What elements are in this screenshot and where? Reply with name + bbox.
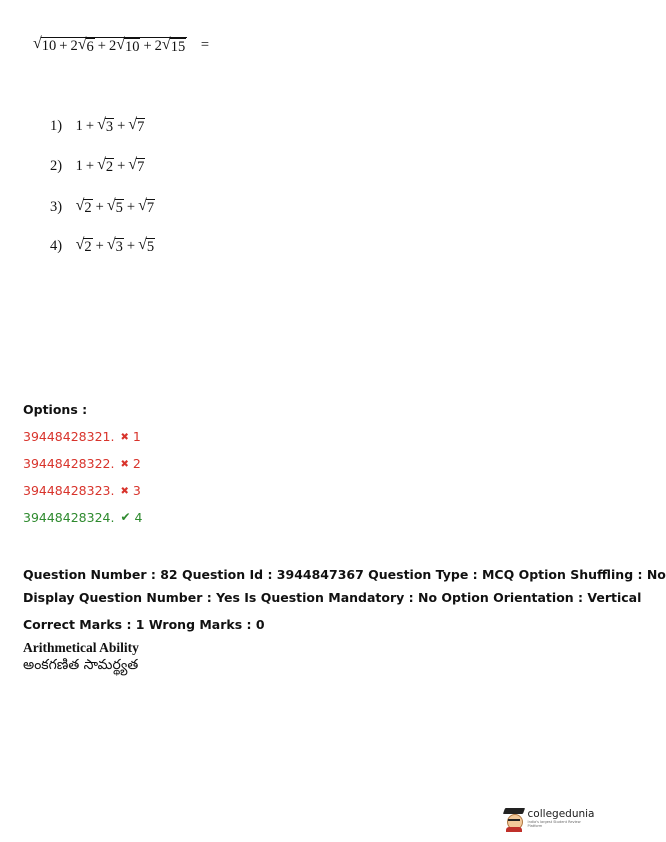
radicand: 2 — [105, 159, 114, 175]
section-title-telugu: అంకగణిత సామర్థ్యత — [23, 657, 139, 673]
option-value: 4 — [134, 510, 143, 525]
coefficient: 2 — [154, 38, 162, 54]
choice-number: 2) — [50, 158, 63, 174]
choice-2: 2) 1 + √ 2 + √ 7 — [50, 156, 145, 175]
question-meta-line-3: Correct Marks : 1 Wrong Marks : 0 — [23, 617, 265, 632]
coefficient: 2 — [70, 38, 78, 54]
choice-number: 3) — [50, 199, 63, 215]
choice-4: 4) √ 2 + √ 3 + √ 5 — [50, 236, 155, 255]
check-icon: ✔ — [120, 510, 131, 524]
option-id: 39448428322. — [23, 456, 115, 471]
radicand: 2 — [84, 200, 92, 216]
question-meta-line-1: Question Number : 82 Question Id : 3944847367 Question Type : MCQ Option Shuffling : No — [23, 567, 666, 582]
option-value: 1 — [132, 429, 141, 444]
radicand: 3 — [105, 119, 114, 135]
option-row — [23, 429, 141, 444]
radicand: 5 — [115, 200, 123, 216]
radicand: 3 — [115, 239, 123, 255]
collegedunia-logo — [503, 806, 595, 832]
radicand: 10 — [124, 39, 140, 55]
question-expression — [33, 37, 209, 56]
radicand: 15 — [170, 39, 186, 55]
options-heading: Options : — [23, 402, 88, 417]
choice-3: 3) √ 2 + √ 5 + √ 7 — [50, 197, 155, 216]
radicand: 7 — [146, 200, 155, 216]
logo-name: collegedunia — [527, 808, 595, 821]
constant: 1 — [75, 118, 83, 134]
outer-radical: √ 10 + 2 √ 6 + 2 √ 10 + 2 √ 15 — [33, 35, 186, 55]
option-row — [23, 456, 141, 471]
logo-tagline: India's largest Student Review Platform — [527, 819, 581, 829]
choice-number: 1) — [50, 118, 63, 134]
option-id: 39448428324. — [23, 510, 115, 525]
term: 10 — [41, 38, 57, 54]
sqrt-symbol: √ — [33, 35, 42, 52]
radicand: 7 — [137, 119, 145, 135]
cross-icon: ✖ — [120, 432, 129, 443]
coefficient: 2 — [108, 38, 117, 54]
cross-icon: ✖ — [120, 486, 129, 497]
option-value: 2 — [132, 456, 141, 471]
mascot-icon — [503, 806, 525, 832]
option-value: 3 — [132, 483, 141, 498]
radicand: 5 — [146, 239, 155, 255]
equals-sign: = — [200, 37, 209, 53]
section-title-english: Arithmetical Ability — [23, 640, 139, 655]
option-id: 39448428321. — [23, 429, 115, 444]
cross-icon: ✖ — [120, 459, 129, 470]
radicand: 6 — [86, 39, 94, 55]
choice-number: 4) — [50, 238, 63, 254]
option-row — [23, 510, 142, 525]
radicand: 2 — [84, 239, 92, 255]
constant: 1 — [75, 158, 83, 174]
option-id: 39448428323. — [23, 483, 115, 498]
option-row — [23, 483, 141, 498]
radicand: 7 — [137, 159, 145, 175]
question-meta-line-2: Display Question Number : Yes Is Question Mandatory : No Option Orientation : Vertical — [23, 590, 642, 605]
choice-1: 1) 1 + √ 3 + √ 7 — [50, 116, 145, 135]
